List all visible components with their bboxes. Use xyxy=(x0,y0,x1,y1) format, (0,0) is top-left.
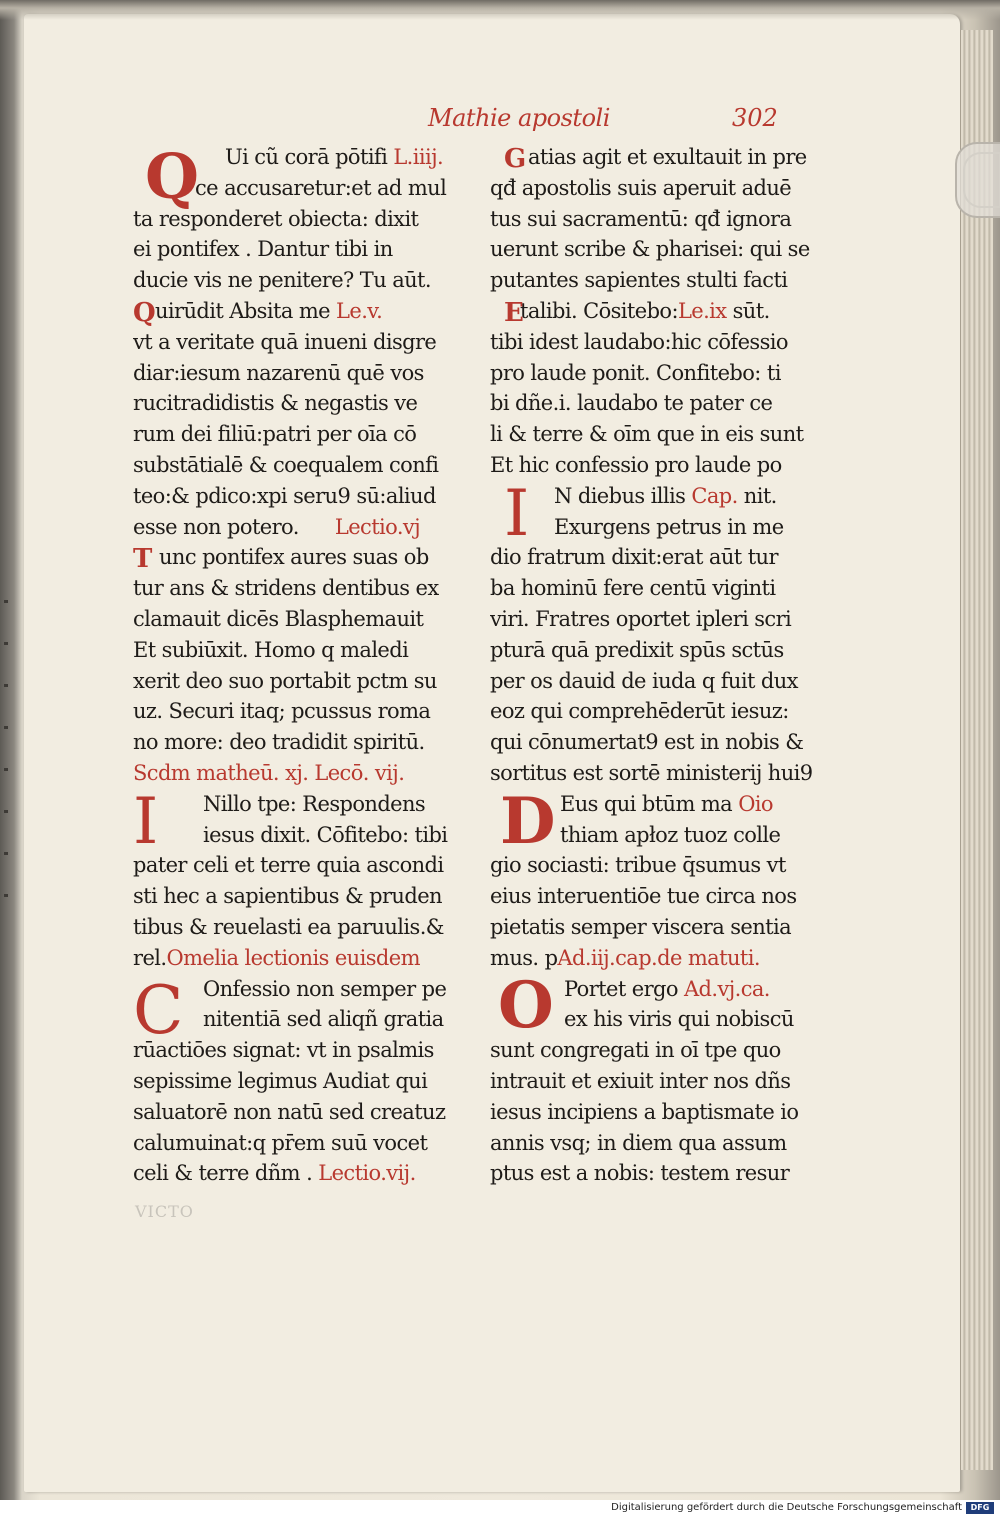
footer-credit: Digitalisierung gefördert durch die Deutsche Forschungsgemeinschaft xyxy=(611,1502,962,1513)
left-column xyxy=(133,142,483,1189)
text-line: ba hominū fere centū viginti xyxy=(490,576,776,601)
text-line: eoz qui comprehēderūt iesuz: xyxy=(490,699,789,724)
text-line: saluatorē non natū sed creatuz xyxy=(133,1099,446,1124)
text-line: rel.Omelia lectionis euisdem xyxy=(133,945,420,970)
text-line: no more: deo tradidit spiritū. xyxy=(133,730,425,755)
text-line: gio sociasti: tribue q̄sumus vt xyxy=(490,853,786,878)
text-line: intrauit et exiuit inter nos dñs xyxy=(490,1068,791,1093)
rubric-l-iiij: L.iiij. xyxy=(393,145,444,169)
text-line: esse non potero. Lectio.vj xyxy=(133,514,421,539)
page-clip-inner xyxy=(963,152,1000,208)
text-line: tibus & reuelasti ea paruulis.& xyxy=(133,914,444,939)
text-line: mus. pAd.iij.cap.de matuti. xyxy=(490,945,760,970)
text-line: rūactiōes signat: vt in psalmis xyxy=(133,1038,434,1063)
rubric-le-ix: Le.ix xyxy=(677,298,727,323)
text-line: Ui cũ corā pōtifi L.iiij. xyxy=(225,145,444,169)
text-line: tibi idest laudabo:hic cōfessio xyxy=(490,329,788,354)
text-line: Et hic confessio pro laude po xyxy=(490,452,782,477)
running-title: Mathie apostoli xyxy=(428,104,610,132)
text-line: putantes sapientes stulti facti xyxy=(490,268,788,293)
text-line: nitentiā sed aliqñ gratia xyxy=(203,1007,444,1032)
text-line: thiam apłoz tuoz colle xyxy=(560,822,781,847)
rubric-lectio-vij: Lectio.vij. xyxy=(318,1161,416,1186)
binding-marks xyxy=(4,600,8,930)
text-line: Onfessio non semper pe xyxy=(203,976,447,1001)
initial-i: I xyxy=(133,785,159,859)
text-line: ducie vis ne penitere? Tu aūt. xyxy=(133,268,431,293)
text-line: iesus incipiens a baptismate io xyxy=(490,1099,799,1124)
text-line: Eus qui btūm ma Oio xyxy=(560,791,773,816)
text-line: Et subiūxit. Homo q maledi xyxy=(133,637,409,662)
text-line: tur ans & stridens dentibus ex xyxy=(133,576,439,601)
initial-d: D xyxy=(500,784,556,859)
text-line: pturā quā predixit spūs sctūs xyxy=(490,637,784,662)
text-line: pater celi et terre quia ascondi xyxy=(133,853,444,878)
rubric-cap: Cap. xyxy=(691,483,738,508)
text-line: uz. Securi itaq; pcussus roma xyxy=(133,699,431,724)
initial-o: O xyxy=(498,968,554,1043)
text-line: xerit deo suo portabit pctm su xyxy=(133,668,437,693)
text-line: uirūdit Absita me Le.v. xyxy=(155,298,383,323)
text-nit: nit. xyxy=(743,483,777,508)
text-line: atias agit et exultauit in pre xyxy=(528,145,807,169)
text-line: teo:& pdico:xpi seru9 sū:aliud xyxy=(133,483,436,508)
right-column xyxy=(490,142,840,1189)
text-line: eius interuentiōe tue circa nos xyxy=(490,884,797,909)
initial-g: G xyxy=(504,144,527,174)
text-line: viri. Fratres oportet ipleri scri xyxy=(490,606,792,631)
text-line: sortitus est sortē ministerij hui9 xyxy=(490,760,813,785)
top-shadow xyxy=(0,0,1000,20)
text-line: pietatis semper viscera sentia xyxy=(490,914,792,939)
text-line: qđ apostolis suis aperuit aduē xyxy=(490,175,792,200)
text-line: Exurgens petrus in me xyxy=(554,514,784,539)
rubric-ad-vj: Ad.vj.ca. xyxy=(683,976,770,1001)
text-line: vt a veritate quā inueni disgre xyxy=(133,329,437,354)
initial-e: E xyxy=(504,298,524,328)
text-line: ce accusaretur:et ad mul xyxy=(195,175,447,200)
text-line: tus sui sacramentū: qđ ignora xyxy=(490,206,792,231)
text-line: annis vsq; in diem qua assum xyxy=(490,1130,787,1155)
text-line: clamauit dicēs Blasphemauit xyxy=(133,606,424,631)
initial-c: C xyxy=(133,972,184,1049)
text-line: iesus dixit. Cōfitebo: tibi xyxy=(203,822,448,847)
show-through-text: VICTO xyxy=(135,1202,194,1221)
text-line: celi & terre dñm . Lectio.vij. xyxy=(133,1161,416,1186)
text-line: per os dauid de iuda q fuit dux xyxy=(490,668,798,693)
initial-q-small: Q xyxy=(133,298,156,328)
text-line: rucitradidistis & negastis ve xyxy=(133,391,418,416)
text-line: ei pontifex . Dantur tibi in xyxy=(133,237,393,262)
text-sut: sūt. xyxy=(732,298,770,323)
text-line: uerunt scribe & pharisei: qui se xyxy=(490,237,810,262)
text-line: qui cōnumertat9 est in nobis & xyxy=(490,730,804,755)
initial-t: T xyxy=(133,544,153,574)
text-line: ta responderet obiecta: dixit xyxy=(133,206,419,231)
text-line: sti hec a sapientibus & pruden xyxy=(133,884,442,909)
dfg-logo: DFG xyxy=(966,1502,994,1514)
text-line: Portet ergo Ad.vj.ca. xyxy=(564,976,770,1001)
text-line: dio fratrum dixit:erat aūt tur xyxy=(490,545,778,570)
text-line: Nillo tpe: Respondens xyxy=(203,791,426,816)
rubric-omelia: Omelia lectionis euisdem xyxy=(166,945,420,970)
text-line: ex his viris qui nobiscū xyxy=(564,1007,794,1032)
text-line: diar:iesum nazarenū quē vos xyxy=(133,360,424,385)
text-line: calumuinat:q pr̄em suū vocet xyxy=(133,1130,428,1155)
text-line: N diebus illis Cap. nit. xyxy=(554,483,777,508)
rubric-oio: Oio xyxy=(738,791,773,816)
initial-i-right: I xyxy=(504,477,530,551)
text-line: pro laude ponit. Confitebo: ti xyxy=(490,360,781,385)
text-line: sepissime legimus Audiat qui xyxy=(133,1068,428,1093)
initial-q: Q xyxy=(145,140,200,213)
page-edges xyxy=(960,30,993,1470)
text-line: li & terre & oīm que in eis sunt xyxy=(490,422,804,447)
rubric-le-v: Le.v. xyxy=(336,298,383,323)
page-number: 302 xyxy=(732,104,778,132)
rubric-lectio-vj: Lectio.vj xyxy=(334,514,421,539)
text-line: unc pontifex aures suas ob xyxy=(159,545,429,570)
text-line: sunt congregati in oī tpe quo xyxy=(490,1038,781,1063)
rubric-heading-matheum: Scdm matheū. xj. Lecō. vij. xyxy=(133,760,405,785)
rubric-ad-iij: Ad.iij.cap.de matuti. xyxy=(557,945,760,970)
text-line: bi dñe.i. laudabo te pater ce xyxy=(490,391,773,416)
text-line: talibi. Cōsitebo:Le.ix sūt. xyxy=(520,298,770,323)
text-line: substātialē & coequalem confi xyxy=(133,452,439,477)
text-line: rum dei filiū:patri per oīa cō xyxy=(133,422,417,447)
text-line: ptus est a nobis: testem resur xyxy=(490,1161,790,1186)
